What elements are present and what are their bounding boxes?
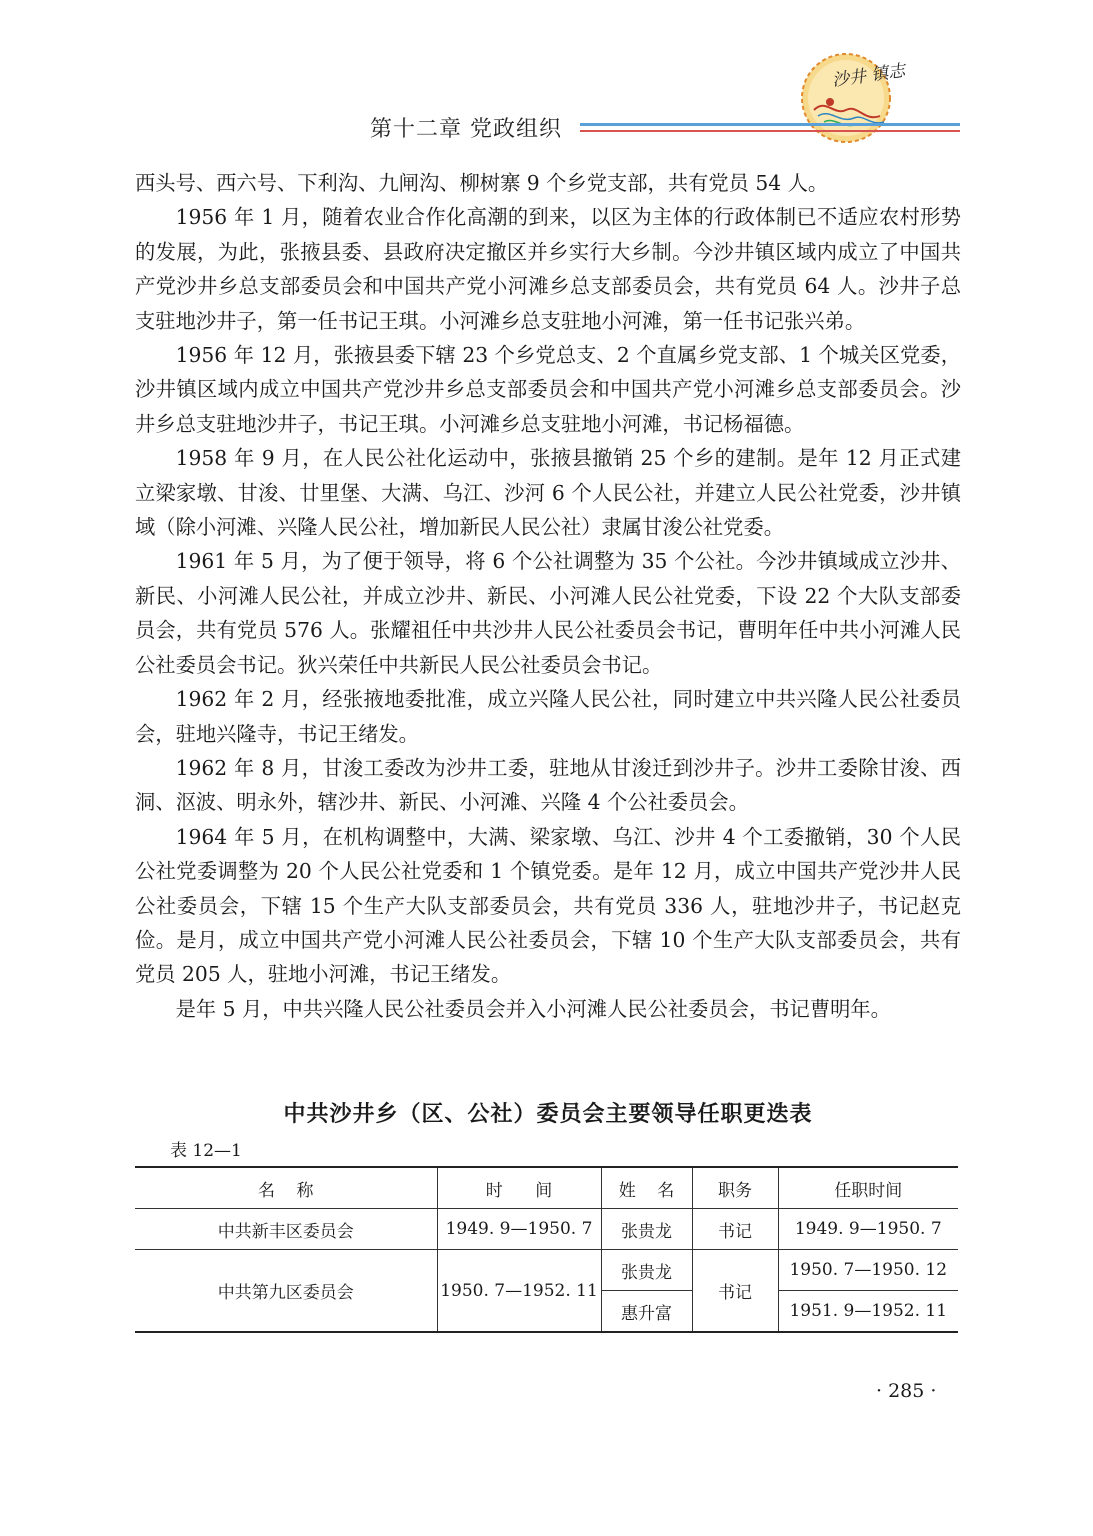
cell-person: 张贵龙: [601, 1250, 692, 1291]
header-rule-red: [580, 130, 960, 132]
header-person: 姓 名: [601, 1167, 692, 1209]
table-header-row: [135, 1167, 958, 1209]
paragraph-6: 1962 年 2 月，经张掖地委批准，成立兴隆人民公社，同时建立中共兴隆人民公社委员会，驻地兴隆寺，书记王绪发。: [135, 687, 961, 746]
paragraph-5: 1961 年 5 月，为了便于领导，将 6 个公社调整为 35 个公社。今沙井镇域成立沙井、新民、小河滩人民公社，并成立沙井、新民、小河滩人民公社党委，下设 22 个大队支部委员会，共有党员 576 人。张耀祖任中共沙井人民公社委员会书记，曹明年任中共小河滩人民公社委员会书记。狄兴荣任中共新民人民公社委员会书记。: [135, 549, 961, 677]
cell-term: 1951. 9—1952. 11: [778, 1291, 958, 1333]
cell-role: 书记: [692, 1250, 778, 1333]
table-row: [135, 1250, 958, 1291]
header-role: 职务: [692, 1167, 778, 1209]
cell-role: 书记: [692, 1209, 778, 1250]
table-row: [135, 1209, 958, 1250]
page-number: · 285 ·: [876, 1380, 937, 1402]
paragraph-1: 西头号、西六号、下利沟、九闸沟、柳树寨 9 个乡党支部，共有党员 54 人。: [135, 171, 829, 195]
cell-person: 张贵龙: [601, 1209, 692, 1250]
cell-term: 1950. 7—1950. 12: [778, 1250, 958, 1291]
paragraph-9: 是年 5 月，中共兴隆人民公社委员会并入小河滩人民公社委员会，书记曹明年。: [175, 996, 891, 1021]
table-title: 中共沙井乡（区、公社）委员会主要领导任职更迭表: [283, 1102, 813, 1127]
header-rule-blue: [580, 123, 960, 126]
header-period: 时 间: [437, 1167, 601, 1209]
header-term: 任职时间: [778, 1167, 958, 1209]
cell-period: 1949. 9—1950. 7: [437, 1209, 601, 1250]
logo-text: 沙井 镇志: [830, 60, 907, 92]
cell-name: 中共新丰区委员会: [135, 1209, 437, 1250]
cell-name: 中共第九区委员会: [135, 1250, 437, 1333]
page-header: [0, 0, 1093, 150]
paragraph-7: 1962 年 8 月，甘浚工委改为沙井工委，驻地从甘浚迁到沙井子。沙井工委除甘浚、西洞、沤波、明永外，辖沙井、新民、小河滩、兴隆 4 个公社委员会。: [135, 755, 961, 815]
leadership-table: [135, 1166, 958, 1333]
paragraph-4: 1958 年 9 月，在人民公社化运动中，张掖县撤销 25 个乡的建制。是年 12 月正式建立梁家墩、甘浚、廿里堡、大满、乌江、沙河 6 个人民公社，并建立人民公社党委，沙井镇域（除小河滩、兴隆人民公社，增加新民人民公社）隶属甘浚公社党委。: [135, 446, 961, 540]
paragraph-8: 1964 年 5 月，在机构调整中，大满、梁家墩、乌江、沙井 4 个工委撤销，30 个人民公社党委调整为 20 个人民公社党委和 1 个镇党委。是年 12 月，成立中国共产党沙井人民公社委员会，下辖 15 个生产大队支部委员会，共有党员 336 人，驻地沙井子，书记赵克俭。是月，成立中国共产党小河滩人民公社委员会，下辖 10 个生产大队支部委员会，共有党员 205 人，驻地小河滩，书记王绪发。: [135, 824, 961, 987]
cell-term: 1949. 9—1950. 7: [778, 1209, 958, 1250]
cell-person: 惠升富: [601, 1291, 692, 1333]
cell-period: 1950. 7—1952. 11: [437, 1250, 601, 1333]
table-label: 表 12—1: [170, 1141, 242, 1161]
header-name: 名 称: [135, 1167, 437, 1209]
body-text: [135, 166, 961, 1026]
chapter-title: 第十二章 党政组织: [370, 117, 562, 142]
paragraph-3: 1956 年 12 月，张掖县委下辖 23 个乡党总支、2 个直属乡党支部、1 个城关区党委，沙井镇区域内成立中国共产党沙井乡总支部委员会和中国共产党小河滩乡总支部委员会。沙井乡总支驻地沙井子，书记王琪。小河滩乡总支驻地小河滩，书记杨福德。: [135, 343, 961, 436]
paragraph-2: 1956 年 1 月，随着农业合作化高潮的到来，以区为主体的行政体制已不适应农村形势的发展，为此，张掖县委、县政府决定撤区并乡实行大乡制。今沙井镇区域内成立了中国共产党沙井乡总支部委员会和中国共产党小河滩乡总支部委员会，共有党员 64 人。沙井子总支驻地沙井子，第一任书记王琪。小河滩乡总支驻地小河滩，第一任书记张兴弟。: [135, 205, 961, 333]
